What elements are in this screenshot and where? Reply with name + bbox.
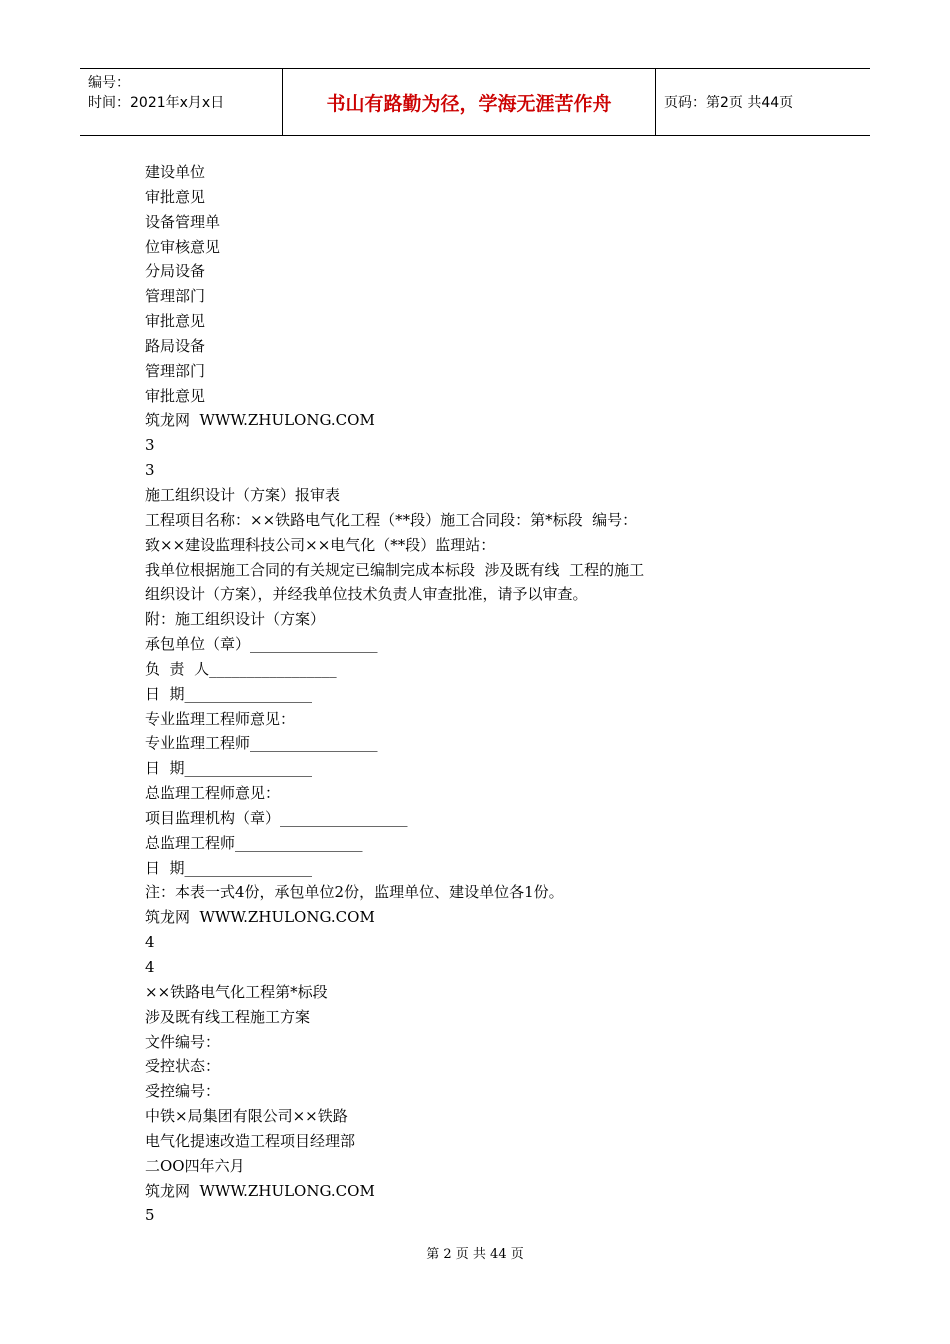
body-line: 涉及既有线工程施工方案 [145,1007,311,1026]
form-title: 施工组织设计（方案）报审表 [145,485,341,504]
body-line: 工程项目名称：××铁路电气化工程（**段）施工合同段：第*标段 编号： [145,510,638,529]
page-number-line: 3 [145,461,155,480]
body-line: 文件编号： [145,1032,221,1051]
page-header [80,68,870,136]
signature-line: 项目监理机构（章）_________________ [145,808,408,827]
document-body [145,160,765,1228]
document-time-label: 时间：2021年x月x日 [88,95,225,111]
header-meta [80,69,282,135]
body-line: 审批意见 [145,386,206,405]
body-line: 电气化提速改造工程项目经理部 [145,1131,356,1150]
body-line: 路局设备 [145,336,206,355]
body-line: 建设单位 [145,163,206,181]
document-number-label: 编号： [88,75,130,91]
page-number-line: 4 [145,958,155,976]
watermark-line: 筑龙网 WWW.ZHULONG.COM [145,411,375,430]
signature-line: 负 责 人_________________ [145,659,337,678]
watermark-line: 筑龙网 WWW.ZHULONG.COM [145,1181,375,1200]
signature-line: 总监理工程师_________________ [145,833,363,852]
body-line: 专业监理工程师意见： [145,709,296,728]
body-line: 位审核意见 [145,237,221,256]
page-number-line: 3 [145,436,155,455]
note-line: 注：本表一式4份，承包单位2份，监理单位、建设单位各1份。 [145,883,564,902]
signature-line: 日 期_________________ [145,684,313,703]
body-line: 管理部门 [145,287,206,306]
body-line: 审批意见 [145,187,206,206]
signature-line: 专业监理工程师_________________ [145,734,378,753]
page-number-line: 4 [145,933,155,952]
body-line: ××铁路电气化工程第*标段 [145,982,328,1001]
body-line: 二OO四年六月 [145,1156,245,1175]
body-line: 组织设计（方案），并经我单位技术负责人审查批准，请予以审查。 [145,585,588,604]
page-number-line: 5 [145,1206,155,1225]
page-footer: 第 2 页 共 44 页 [426,1247,524,1262]
signature-line: 日 期_________________ [145,858,313,877]
body-line: 设备管理单 [145,212,221,231]
body-line: 附：施工组织设计（方案） [145,610,326,629]
signature-line: 承包单位（章）_________________ [145,635,378,654]
watermark-line: 筑龙网 WWW.ZHULONG.COM [145,908,375,927]
header-slogan: 书山有路勤为径，学海无涯苦作舟 [282,69,656,135]
body-line: 我单位根据施工合同的有关规定已编制完成本标段 涉及既有线 工程的施工 [145,560,645,579]
body-line: 致××建设监理科技公司××电气化（**段）监理站： [145,535,496,554]
body-line: 受控状态： [145,1057,221,1076]
body-line: 审批意见 [145,312,206,331]
body-line: 管理部门 [145,361,206,380]
body-line: 受控编号： [145,1082,221,1101]
body-line: 分局设备 [145,262,206,281]
signature-line: 日 期_________________ [145,759,313,778]
body-line: 中铁×局集团有限公司××铁路 [145,1107,348,1126]
header-page-info: 页码：第2页 共44页 [664,95,794,111]
body-line: 总监理工程师意见： [145,784,281,803]
